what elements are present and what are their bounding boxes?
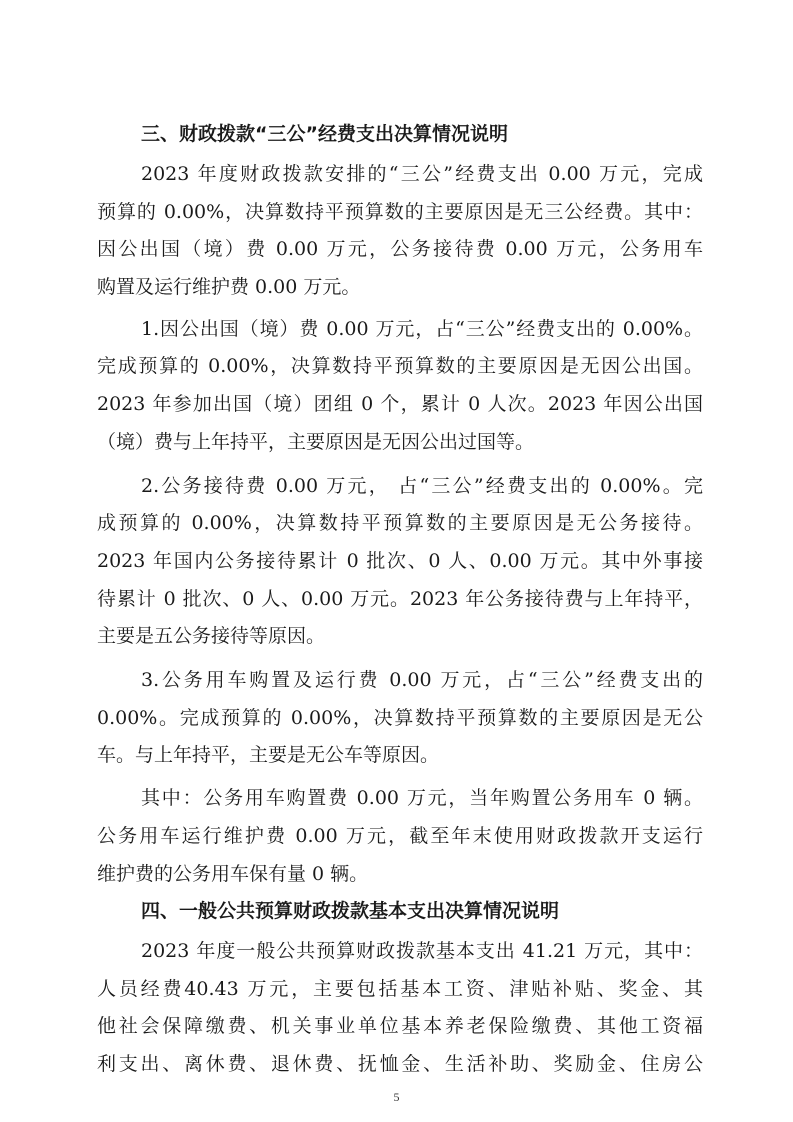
- s4-p1-line-1: 2023 年度一般公共预算财政拨款基本支出 41.21 万元，其中：: [141, 940, 703, 962]
- section-4-heading: 四、一般公共预算财政拨款基本支出决算情况说明: [141, 900, 560, 922]
- s3-p1-line-4: 购置及运行维护费 0.00 万元。: [97, 276, 361, 298]
- page-number: 5: [393, 1090, 400, 1104]
- s4-p1-line-2: 人员经费40.43 万元，主要包括基本工资、津贴补贴、奖金、其: [97, 978, 703, 1000]
- s3-p2-line-2: 完成预算的 0.00%，决算数持平预算数的主要原因是无因公出国。: [97, 355, 703, 377]
- s3-p4-line-2: 0.00%。完成预算的 0.00%，决算数持平预算数的主要原因是无公: [97, 707, 703, 729]
- s3-p1-line-1: 2023 年度财政拨款安排的“三公”经费支出 0.00 万元，完成: [141, 163, 703, 185]
- s3-p5-line-1: 其中：公务用车购置费 0.00 万元，当年购置公务用车 0 辆。: [141, 787, 703, 809]
- s3-p5-line-2: 公务用车运行维护费 0.00 万元，截至年末使用财政拨款开支运行: [97, 825, 703, 847]
- s3-p3-line-1: 2.公务接待费 0.00 万元， 占“三公”经费支出的 0.00%。完: [141, 475, 703, 497]
- section-3-heading: 三、财政拨款“三公”经费支出决算情况说明: [141, 123, 508, 145]
- s3-p2-line-4: （境）费与上年持平，主要原因是无因公出过国等。: [97, 431, 535, 453]
- s3-p2-line-1: 1.因公出国（境）费 0.00 万元，占“三公”经费支出的 0.00%。: [141, 318, 703, 340]
- s3-p1-line-3: 因公出国（境）费 0.00 万元，公务接待费 0.00 万元，公务用车: [97, 238, 703, 260]
- s4-p1-line-4: 利支出、离休费、退休费、抚恤金、生活补助、奖励金、住房公: [97, 1053, 703, 1075]
- s3-p2-line-3: 2023 年参加出国（境）团组 0 个，累计 0 人次。2023 年因公出国: [97, 393, 703, 415]
- s3-p3-line-3: 2023 年国内公务接待累计 0 批次、0 人、0.00 万元。其中外事接: [97, 550, 703, 572]
- s3-p4-line-1: 3.公务用车购置及运行费 0.00 万元，占“三公”经费支出的: [141, 669, 703, 691]
- s3-p3-line-4: 待累计 0 批次、0 人、0.00 万元。2023 年公务接待费与上年持平，: [97, 588, 703, 610]
- s3-p4-line-3: 车。与上年持平，主要是无公车等原因。: [97, 744, 440, 766]
- s3-p5-line-3: 维护费的公务用车保有量 0 辆。: [97, 863, 369, 885]
- s3-p1-line-2: 预算的 0.00%，决算数持平预算数的主要原因是无三公经费。其中：: [97, 201, 703, 223]
- s3-p3-line-5: 主要是五公务接待等原因。: [97, 625, 326, 647]
- s4-p1-line-3: 他社会保障缴费、机关事业单位基本养老保险缴费、其他工资福: [97, 1015, 703, 1037]
- s3-p3-line-2: 成预算的 0.00%，决算数持平预算数的主要原因是无公务接待。: [97, 512, 703, 534]
